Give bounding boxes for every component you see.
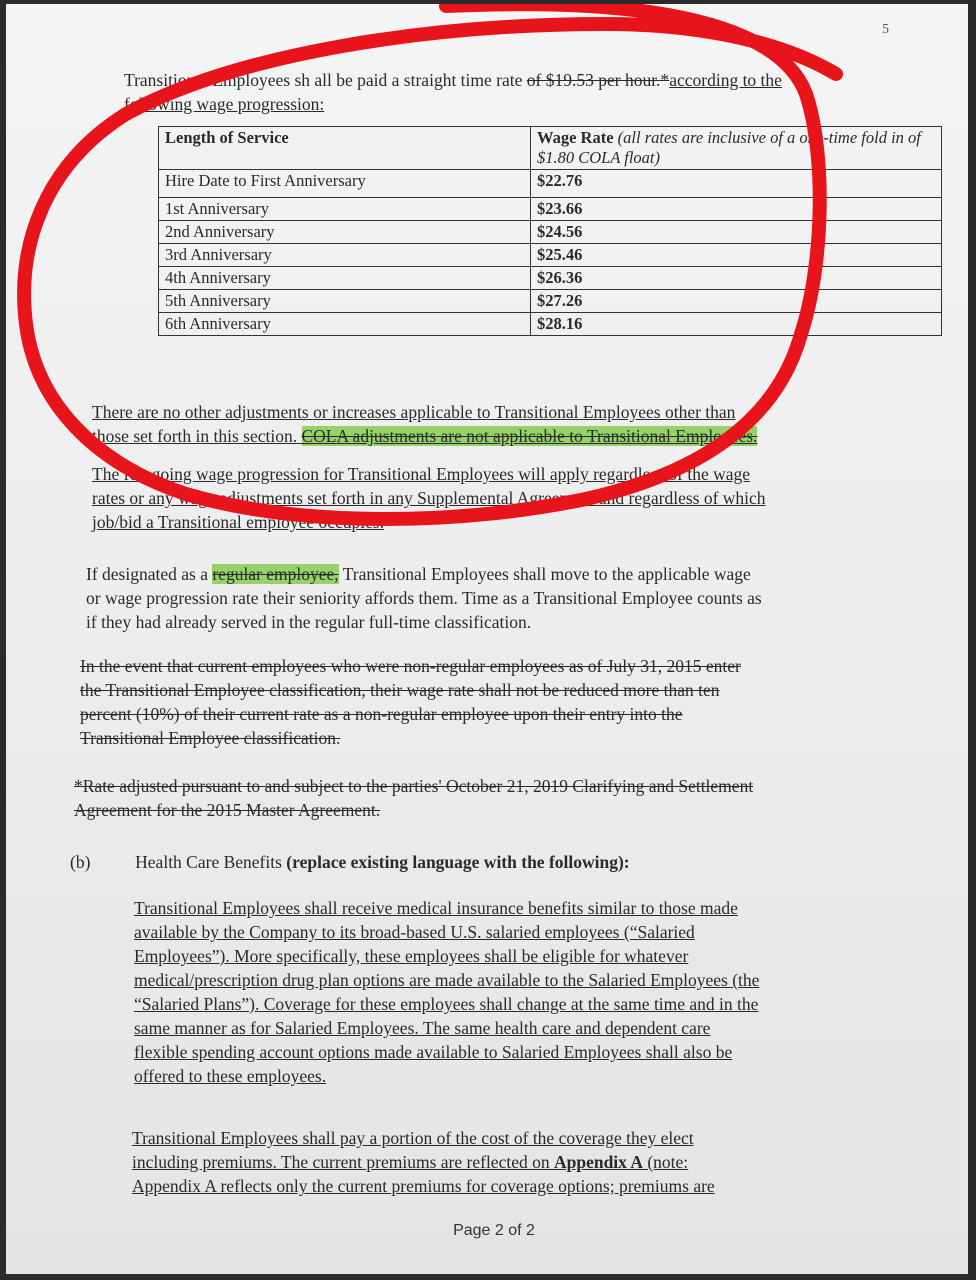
document-page xyxy=(6,4,968,1274)
table-row: 5th Anniversary $27.26 xyxy=(159,290,942,313)
paragraph-designated: If designated as a regular employee, Transitional Employees shall move to the applicable wage or wage progression rate their seniority affords them. Time as a Transitional Employee counts as if they had already served in the regular full-time classification. xyxy=(86,564,762,632)
paragraph-no-other-adjustments: There are no other adjustments or increases applicable to Transitional Employees other than those set forth in this section. COLA adjustments are not applicable to Transitional Employees. xyxy=(92,402,758,446)
paragraph-in-the-event: In the event that current employees who were non-regular employees as of July 31, 2015 enter the Transitional Employee classification, their wage rate shall not be reduced more than ten percent (10%) of their current rate as a non-regular employee upon their entry into the Transitional Employee classification. xyxy=(80,656,741,748)
table-row: 3rd Anniversary $25.46 xyxy=(159,244,942,267)
wage-rate-table xyxy=(158,126,942,336)
health-care-paragraph-2: Transitional Employees shall pay a portion of the cost of the coverage they elect including premiums. The current premiums are reflected on Appendix A (note: Appendix A reflects only the current premiums for coverage options; premiums are xyxy=(132,1128,715,1196)
header-length-of-service: Length of Service xyxy=(159,127,531,170)
paragraph-rate-adjusted: *Rate adjusted pursuant to and subject to the parties' October 21, 2019 Clarifying and Settlement Agreement for the 2015 Master Agreement. xyxy=(74,776,754,820)
page-footer: Page 2 of 2 xyxy=(453,1222,535,1239)
section-b-heading xyxy=(70,850,950,874)
appendix-a-ref: Appendix A xyxy=(553,1152,643,1172)
section-label: (b) xyxy=(70,852,91,872)
health-care-paragraph-1: Transitional Employees shall receive medical insurance benefits similar to those made available by the Company to its broad-based U.S. salaried employees (“Salaried Employees”). More specifically, these employees shall be eligible for whatever medical/prescription drug plan options are made available to the Salaried Employees (the “Salaried Plans”). Coverage for these employees shall change at the same time and in the same manner as for Salaried Employees. The same health care and dependent care flexible spending account options made available to Salaried Employees shall also be offered to these employees. xyxy=(134,898,760,1086)
paragraph-foregoing: The foregoing wage progression for Transitional Employees will apply regardless of the wage rates or any wage adjustments set forth in any Supplemental Agreement and regardless of which job/bid a Transitional employee occupies. xyxy=(92,464,766,532)
corner-page-number: 5 xyxy=(882,22,889,37)
intro-line-2: following wage progression: xyxy=(124,94,325,114)
table-row: 4th Anniversary $26.36 xyxy=(159,267,942,290)
section-title-bold: (replace existing language with the following): xyxy=(286,852,630,872)
section-title: Health Care Benefits xyxy=(135,852,282,872)
struck-rate: of $19.53 per hour.* xyxy=(526,70,670,90)
table-row: 6th Anniversary $28.16 xyxy=(159,313,942,336)
header-wage-note: (all rates are inclusive of a one-time fold in of $1.80 COLA float) xyxy=(537,128,921,167)
regular-employee-highlight: regular employee, xyxy=(212,564,339,584)
header-wage-rate: Wage Rate (all rates are inclusive of a one-time fold in of $1.80 COLA float) xyxy=(531,127,942,170)
table-row: Hire Date to First Anniversary $22.76 xyxy=(159,170,942,198)
table-row: 1st Anniversary $23.66 xyxy=(159,198,942,221)
intro-paragraph xyxy=(124,68,884,116)
table-row: 2nd Anniversary $24.56 xyxy=(159,221,942,244)
table-header-row xyxy=(159,127,942,170)
cola-highlight: COLA adjustments are not applicable to Transitional Employees. xyxy=(301,426,758,446)
intro-line-1: Transitional Employees sh all be paid a straight time rate of $19.53 per hour.*according to the xyxy=(124,70,782,90)
